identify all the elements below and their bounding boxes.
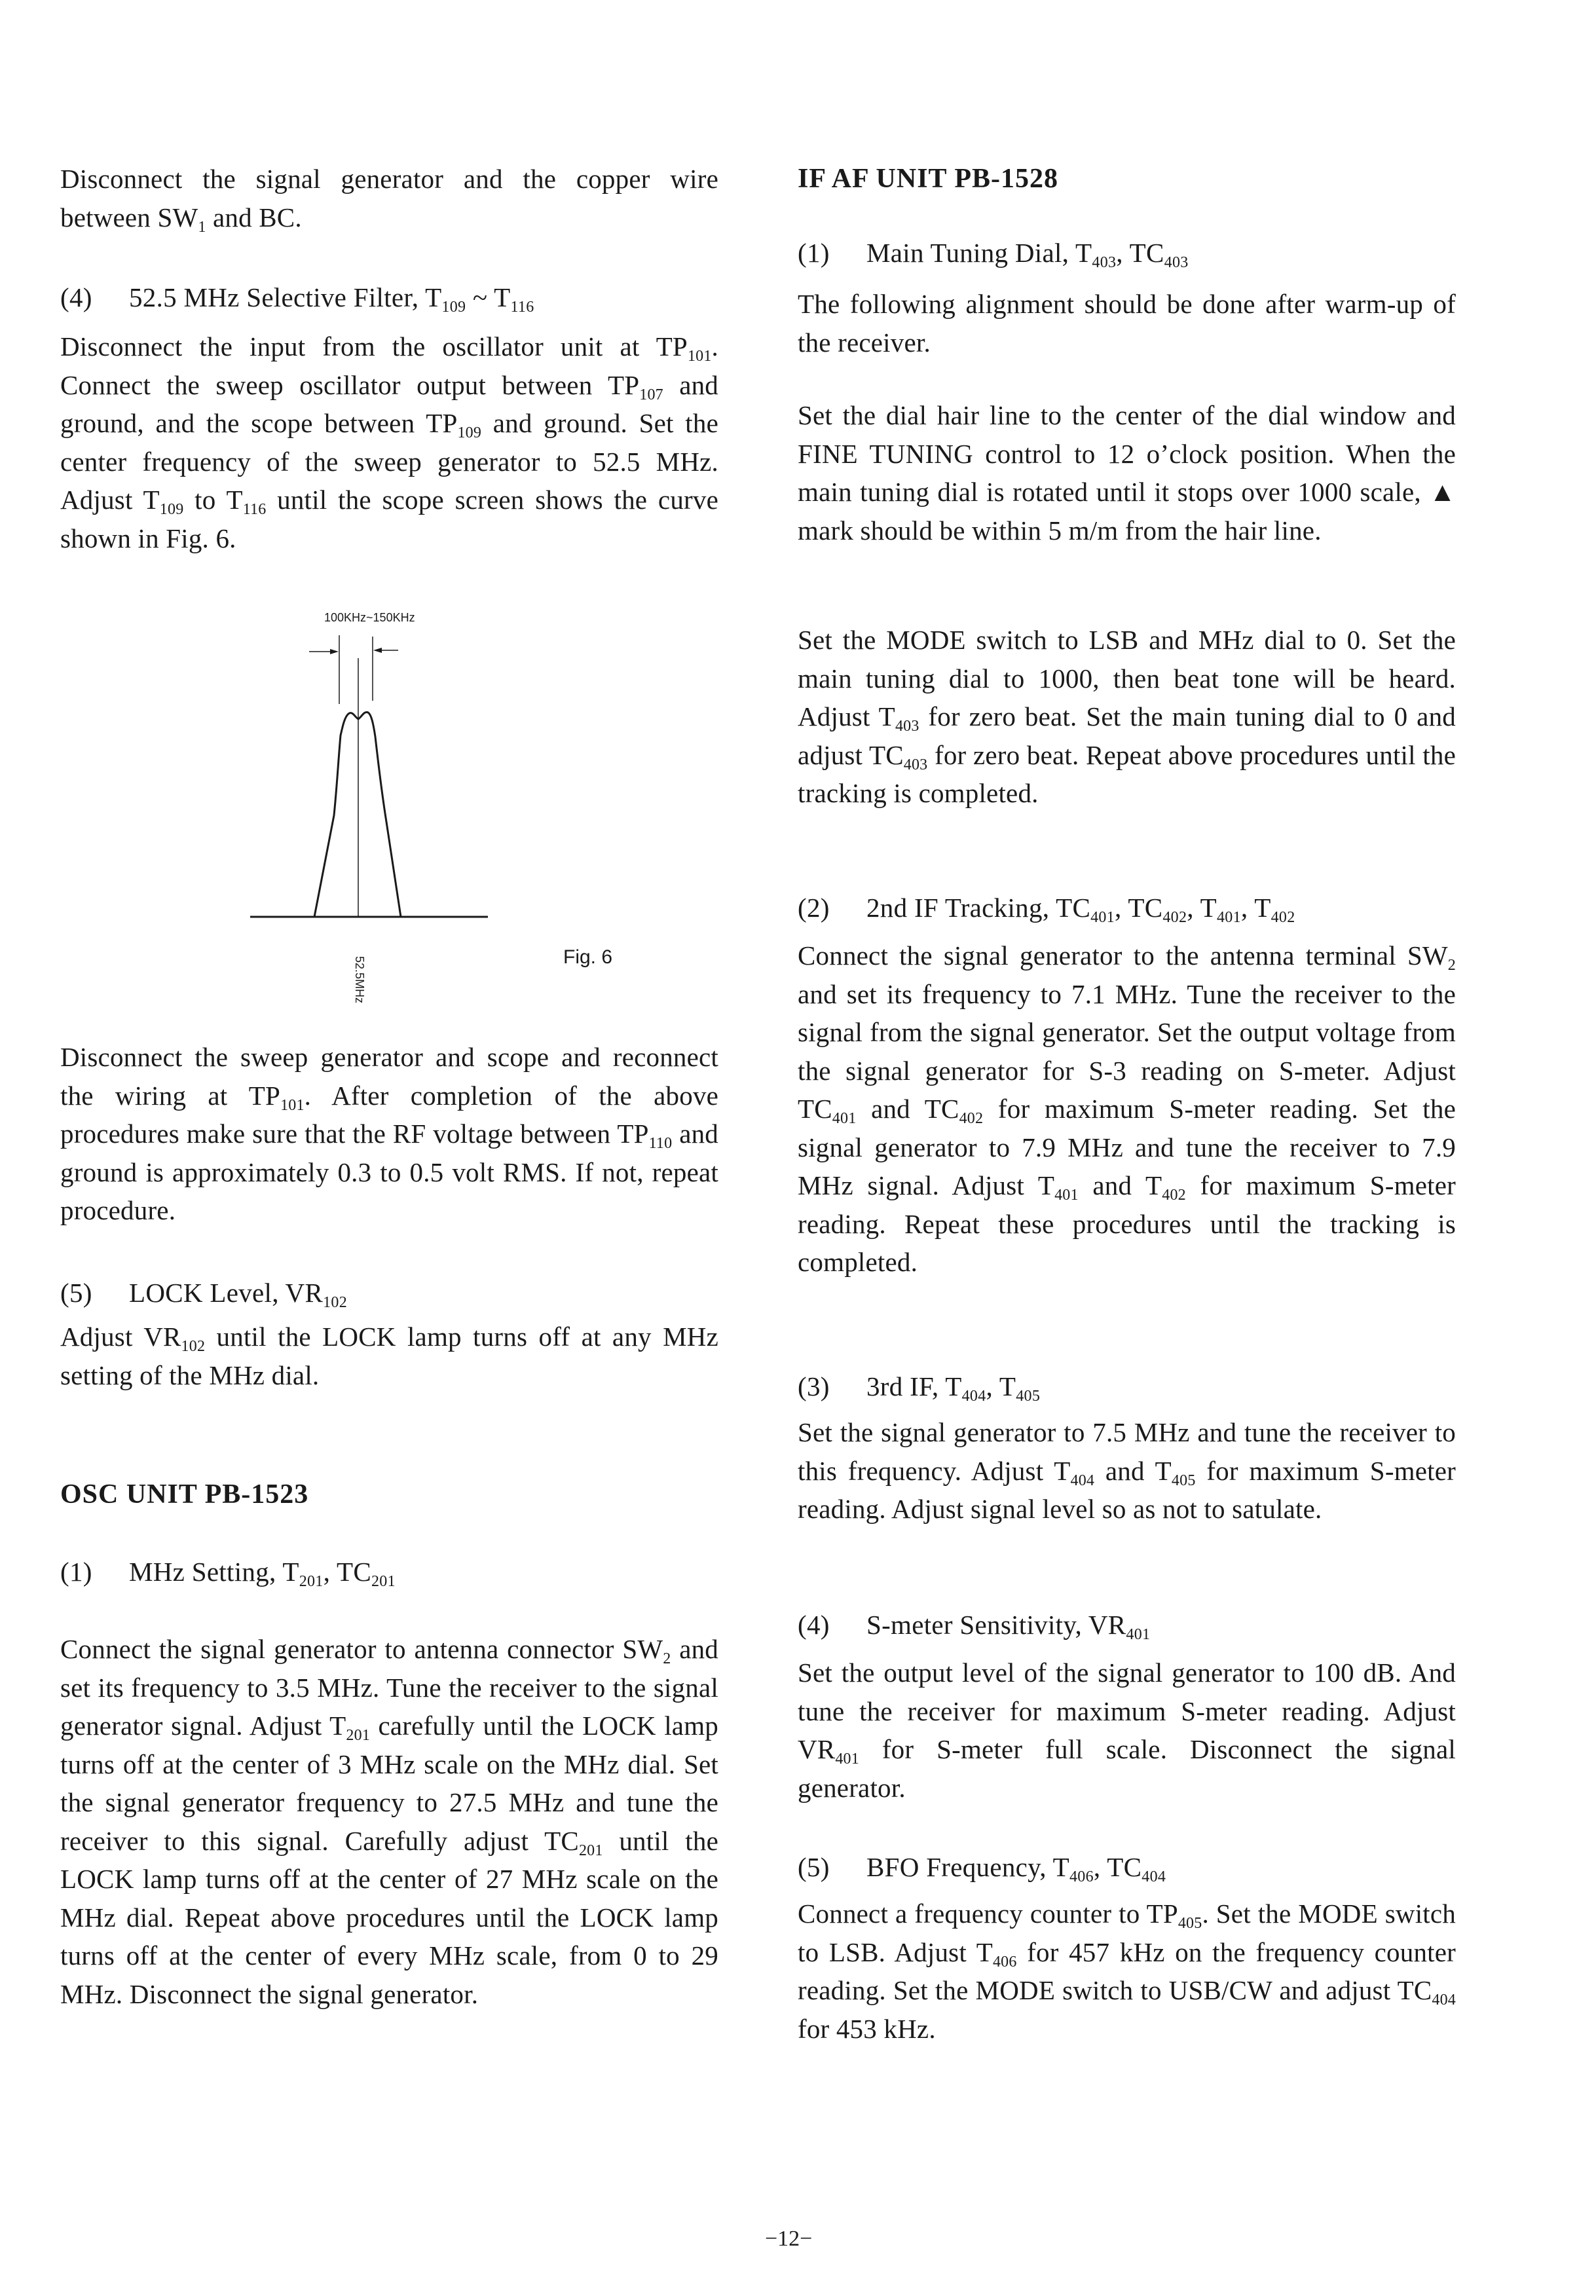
paragraph-text: Connect the signal generator to the antenna terminal $SW_2$ and set its frequency to 7.1 MHz. Tune the receiver to the signal from the signal generator. Set the output voltage from the signal generator for S-3 reading on S-meter. Adjust $TC_{401}$ and $TC_{402}$ for maximum S-meter reading. Set the signal generator to 7.9 MHz and tune the receiver to 7.9 MHz signal. Adjust $T_{401}$ and $T_{402}$ for maximum S-meter reading. Repeat these procedures until the tracking is completed. [798, 940, 1456, 1277]
subscript: 403 [1164, 254, 1189, 271]
paragraph-text: Adjust $VR_{102}$ until the LOCK lamp turns off at any MHz setting of the MHz dial. [60, 1322, 718, 1390]
paragraph-2nd-if-tracking [798, 936, 1456, 1282]
arrow-right-head [373, 648, 382, 653]
subscript: 401 [832, 1110, 857, 1127]
subscript: 403 [895, 718, 919, 735]
subscript: 406 [1069, 1868, 1094, 1885]
subscript: 404 [1432, 1991, 1456, 2009]
section-title: S-meter Sensitivity, $VR_{401}$ [866, 1610, 1151, 1643]
subscript: 201 [578, 1842, 603, 1859]
unit-title: IF AF UNIT PB-1528 [798, 164, 1058, 194]
section-heading-mhz-setting [60, 1553, 718, 1591]
section-title: 2nd IF Tracking, $TC_{401}$, $TC_{402}$, $T_{401}$, $T_{402}$ [866, 893, 1295, 926]
subscript: 401 [1090, 909, 1115, 926]
section-number: (1) [798, 238, 830, 268]
unit-title: OSC UNIT PB-1523 [60, 1479, 309, 1509]
section-title: Main Tuning Dial, $T_{403}$, $TC_{403}$ [866, 238, 1189, 271]
subscript: 403 [1092, 254, 1117, 271]
subscript: 109 [159, 501, 184, 518]
subscript: 404 [961, 1388, 986, 1405]
paragraph-mhz-setting [60, 1630, 718, 2013]
paragraph-text: Disconnect the sweep generator and scope and reconnect the wiring at $TP_{101}$. After completion of the above procedures make sure that the RF voltage between $TP_{110}$ and ground is approximately 0.3 to 0.5 volt RMS. If not, repeat procedure. [60, 1042, 719, 1225]
figure-6-response-curve [236, 611, 655, 1018]
paragraph-disconnect-copper-wire [60, 160, 718, 236]
paragraph-text: Connect a frequency counter to $TP_{405}$. Set the MODE switch to LSB. Adjust $T_{406}$ for 457 kHz on the frequency counter reading. Set the MODE switch to USB/CW and adjust $TC_{404}$ for 453 kHz. [798, 1898, 1456, 2044]
subscript: 1 [198, 218, 206, 236]
paragraph-dial-hair-line [798, 396, 1456, 549]
subscript: 404 [1141, 1868, 1166, 1885]
subscript: 116 [242, 501, 267, 518]
paragraph-reconnect-wiring [60, 1038, 718, 1230]
subscript: 101 [687, 348, 712, 365]
section-heading-bfo-frequency [798, 1848, 1456, 1886]
subscript: 109 [441, 299, 466, 316]
subscript: 101 [280, 1096, 305, 1114]
section-heading-lock-level [60, 1274, 718, 1312]
paragraph-s-meter-sensitivity [798, 1654, 1456, 1807]
paragraph-text: Set the signal generator to 7.5 MHz and tune the receiver to this frequency. Adjust $T_{404}$ and $T_{405}$ for maximum S-meter reading. Adjust signal level so as not to satulate. [798, 1417, 1456, 1524]
page-number: −12− [765, 2227, 813, 2251]
section-title: 3rd IF, $T_{404}$, $T_{405}$ [866, 1371, 1041, 1405]
paragraph-bfo-frequency [798, 1895, 1456, 2048]
subscript: 405 [1016, 1388, 1041, 1405]
arrow-left-head [330, 649, 339, 654]
subscript: 2 [663, 1650, 671, 1667]
section-title: BFO Frequency, $T_{406}$, $TC_{404}$ [866, 1852, 1166, 1885]
figure-caption: Fig. 6 [563, 946, 613, 968]
section-number: (5) [60, 1278, 92, 1308]
center-frequency-label: 52.5MHz [353, 956, 366, 1004]
subscript: 109 [457, 424, 482, 441]
section-number: (1) [60, 1557, 92, 1587]
section-number: (2) [798, 893, 830, 923]
paragraph-warm-up [798, 285, 1456, 361]
section-title: 52.5 MHz Selective Filter, $T_{109}$ ~ $T_{116}$ [129, 282, 534, 316]
subscript: 401 [1126, 1626, 1151, 1643]
bandwidth-label: 100KHz~150KHz [324, 611, 415, 624]
section-heading-selective-filter [60, 278, 718, 316]
paragraph-lock-level [60, 1318, 718, 1394]
section-number: (4) [798, 1610, 830, 1640]
paragraph-selective-filter [60, 327, 718, 557]
paragraph-3rd-if [798, 1413, 1456, 1528]
subscript: 110 [648, 1135, 673, 1152]
filter-response-curve [314, 712, 401, 917]
paragraph-text: Set the MODE switch to LSB and MHz dial to 0. Set the main tuning dial to 1000, then beat tone will be heard. Adjust $T_{403}$ for zero beat. Set the main tuning dial to 0 and adjust $TC_{403}$ for zero beat. Repeat above procedures until the tracking is completed. [798, 625, 1456, 808]
unit-heading-if-af [798, 160, 1456, 198]
section-heading-2nd-if-tracking [798, 889, 1456, 927]
subscript: 201 [346, 1727, 371, 1744]
paragraph-text: Disconnect the input from the oscillator unit at $TP_{101}$. Connect the sweep oscillator output between $TP_{107}$ and ground, and the scope between $TP_{109}$ and ground. Set the center frequency of the sweep generator to 52.5 MHz. Adjust $T_{109}$ to $T_{116}$ until the scope screen shows the curve shown in Fig. 6. [60, 331, 718, 553]
section-heading-s-meter-sensitivity [798, 1606, 1456, 1644]
section-title: MHz Setting, $T_{201}$, $TC_{201}$ [129, 1557, 396, 1590]
subscript: 405 [1171, 1472, 1196, 1489]
subscript: 403 [903, 756, 928, 773]
section-title: LOCK Level, $VR_{102}$ [129, 1278, 348, 1311]
subscript: 402 [1162, 1187, 1186, 1204]
section-heading-main-tuning-dial [798, 234, 1456, 272]
paragraph-text: Set the dial hair line to the center of the dial window and FINE TUNING control to 12 o’clock position. When the main tuning dial is rotated until it stops over 1000 scale, ▲ mark should be within 5 m/m from the hair line. [798, 400, 1456, 546]
paragraph-text: Set the output level of the signal generator to 100 dB. And tune the receiver for maximum S-meter reading. Adjust $VR_{401}$ for S-meter full scale. Disconnect the signal generator. [798, 1657, 1456, 1803]
subscript: 102 [181, 1338, 206, 1355]
subscript: 102 [323, 1294, 348, 1311]
subscript: 201 [371, 1573, 396, 1590]
subscript: 401 [835, 1750, 859, 1768]
subscript: 107 [639, 386, 663, 403]
paragraph-text: The following alignment should be done after warm-up of the receiver. [798, 289, 1456, 358]
paragraph-text: Disconnect the signal generator and the copper wire between $SW_1$ and BC. [60, 164, 718, 236]
subscript: 201 [299, 1573, 324, 1590]
section-heading-3rd-if [798, 1367, 1456, 1405]
subscript: 2 [1447, 957, 1456, 974]
subscript: 402 [1162, 909, 1187, 926]
subscript: 401 [1217, 909, 1241, 926]
subscript: 402 [959, 1110, 984, 1127]
paragraph-text: Connect the signal generator to antenna connector $SW_2$ and set its frequency to 3.5 MHz. Tune the receiver to the signal generator signal. Adjust $T_{201}$ carefully until the LOCK lamp turns off at the center of 3 MHz scale on the MHz dial. Set the signal generator frequency to 27.5 MHz and tune the receiver to this signal. Carefully adjust $TC_{201}$ until the LOCK lamp turns off at the center of 27 MHz scale on the MHz dial. Repeat above procedures until the LOCK lamp turns off at the center of every MHz scale, from 0 to 29 MHz. Disconnect the signal generator. [60, 1634, 718, 2009]
subscript: 116 [510, 299, 534, 316]
section-number: (4) [60, 282, 92, 312]
section-number: (5) [798, 1852, 830, 1882]
section-number: (3) [798, 1371, 830, 1401]
subscript: 406 [992, 1953, 1017, 1971]
unit-heading-osc [60, 1475, 718, 1513]
subscript: 401 [1054, 1187, 1079, 1204]
subscript: 404 [1070, 1472, 1095, 1489]
paragraph-mode-switch-lsb [798, 621, 1456, 813]
subscript: 402 [1271, 909, 1295, 926]
subscript: 405 [1178, 1915, 1202, 1932]
